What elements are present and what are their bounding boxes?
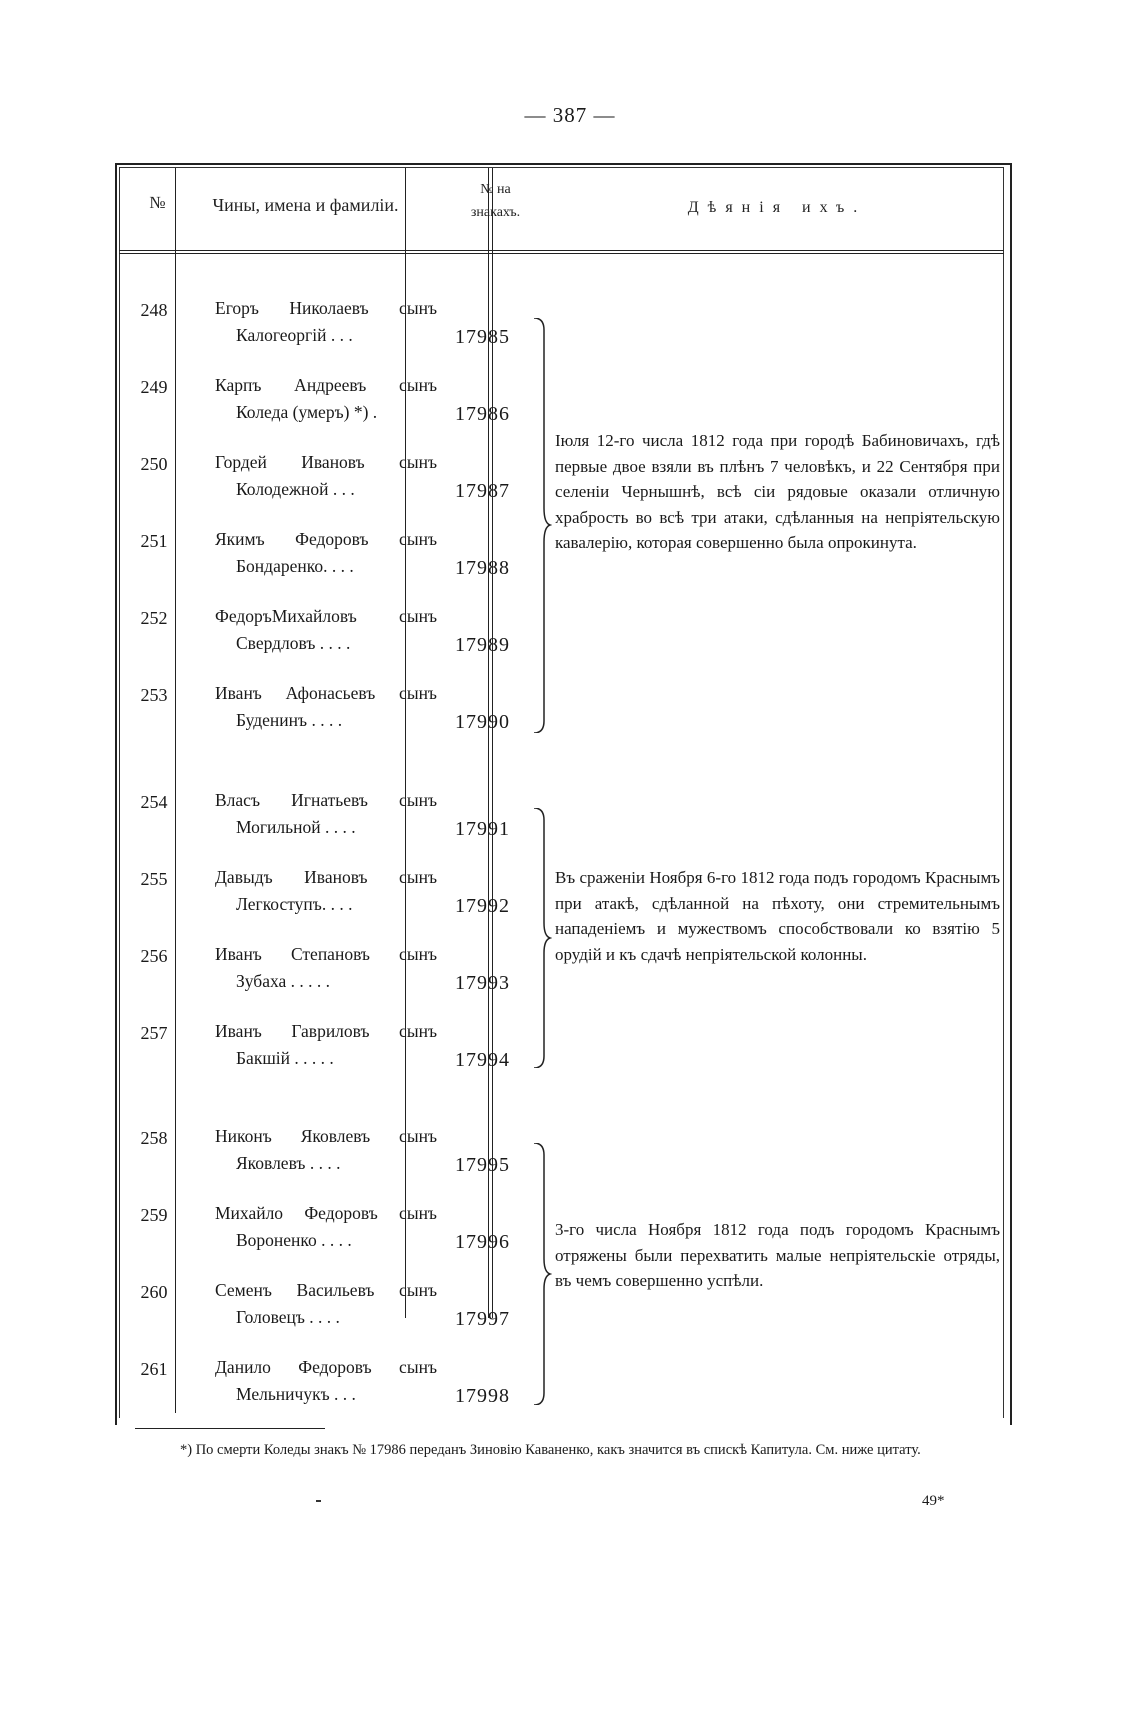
row-name-line2: Могильной . . . . — [236, 817, 356, 837]
deed-text-1: Іюля 12-го числа 1812 года при городѣ Бабиновичахъ, гдѣ первые двое взяли въ плѣнъ 7 человѣкъ, и 22 Сентября при селеніи Чернышнѣ, всѣ сіи рядовые оказали отличную храбрость во всѣ три атаки, сдѣланныя на непріятельскую кавалерію, которая совершенно была опрокинута. — [555, 431, 1000, 552]
deed-text-2: Въ сраженіи Ноября 6-го 1812 года подъ городомъ Краснымъ при атакѣ, сдѣланной на пѣхоту, они стремительнымъ нападеніемъ и мужествомъ способствовали ко взятію 5 орудій и къ сдачѣ непріятельской колонны. — [555, 868, 1000, 964]
row-name-line1: Карпъ Андреевъ сынъ — [215, 375, 437, 395]
brace-group-1 — [532, 318, 552, 733]
row-name-line1: Якимъ Федоровъ сынъ — [215, 529, 437, 549]
row-badge: 17989 — [455, 634, 510, 656]
row-badge: 17995 — [455, 1154, 510, 1176]
row-name-line2: Зубаха . . . . . — [236, 971, 330, 991]
row-name-line1: Михайло Федоровъ сынъ — [215, 1203, 437, 1223]
row-number: 253 — [140, 685, 168, 705]
row-number: 261 — [140, 1359, 168, 1379]
row-badge: 17993 — [455, 972, 510, 994]
row-name-line2: Вороненко . . . . — [236, 1230, 352, 1250]
row-number: 259 — [140, 1205, 168, 1225]
row-name-line2: Свердловъ . . . . — [236, 633, 351, 653]
row-badge: 17987 — [455, 480, 510, 502]
deed-text-3: 3-го числа Ноября 1812 года подъ городомъ Краснымъ отряжены были перехватить малые непріятельскіе отряды, въ чемъ совершенно успѣли. — [555, 1220, 1000, 1290]
row-number: 257 — [140, 1023, 168, 1043]
row-name-line1: Семенъ Васильевъ сынъ — [215, 1280, 437, 1300]
row-name-line2: Калогеоргій . . . — [236, 325, 353, 345]
row-number: 254 — [140, 792, 168, 812]
row-badge: 17996 — [455, 1231, 510, 1253]
row-badge: 17986 — [455, 403, 510, 425]
row-badge: 17990 — [455, 711, 510, 733]
header-badge-no — [443, 178, 548, 224]
row-name-line1: ФедоръМихайловъ сынъ — [215, 606, 437, 626]
row-name-line1: Егоръ Николаевъ сынъ — [215, 298, 437, 318]
row-number: 251 — [140, 531, 168, 551]
page-number: — 387 — — [524, 103, 616, 127]
row-name-line1: Гордей Ивановъ сынъ — [215, 452, 437, 472]
brace-group-2 — [532, 808, 552, 1068]
footnote-rule — [135, 1428, 325, 1429]
row-badge: 17988 — [455, 557, 510, 579]
header-badge-line2: знакахъ. — [470, 205, 521, 220]
row-badge: 17991 — [455, 818, 510, 840]
header-badge-line1: № на — [480, 182, 511, 197]
row-name-line1: Давыдъ Ивановъ сынъ — [215, 867, 437, 887]
row-name-line1: Данило Федоровъ сынъ — [215, 1357, 437, 1377]
row-name-line2: Мельничукъ . . . — [236, 1384, 356, 1404]
header-names: Чины, имена и фамиліи. — [212, 195, 399, 215]
row-number: 250 — [140, 454, 168, 474]
row-number: 260 — [140, 1282, 168, 1302]
row-number: 249 — [140, 377, 168, 397]
signature-mark: 49* — [922, 1493, 945, 1509]
header-number: № — [149, 193, 166, 212]
row-name-line1: Иванъ Степановъ сынъ — [215, 944, 437, 964]
row-name-line1: Никонъ Яковлевъ сынъ — [215, 1126, 437, 1146]
row-name-line1: Власъ Игнатьевъ сынъ — [215, 790, 437, 810]
row-name-line1: Иванъ Гавриловъ сынъ — [215, 1021, 437, 1041]
header-deeds: Дѣянія ихъ. — [687, 199, 867, 216]
row-badge: 17985 — [455, 326, 510, 348]
row-number: 252 — [140, 608, 168, 628]
row-name-line2: Колодежной . . . — [236, 479, 355, 499]
row-name-line2: Яковлевъ . . . . — [236, 1153, 341, 1173]
row-number: 255 — [140, 869, 168, 889]
row-name-line2: Коледа (умеръ) *) . — [236, 402, 378, 422]
row-badge: 17994 — [455, 1049, 510, 1071]
row-badge: 17998 — [455, 1385, 510, 1407]
footnote: *) По смерти Коледы знакъ № 17986 переданъ Зиновію Каваненко, какъ значится въ спискѣ Капитула. См. ниже цитату. — [180, 1442, 921, 1458]
row-name-line2: Легкоступъ. . . . — [236, 894, 353, 914]
row-badge: 17997 — [455, 1308, 510, 1330]
row-number: 248 — [140, 300, 168, 320]
brace-group-3 — [532, 1143, 552, 1405]
row-name-line2: Бакшій . . . . . — [236, 1048, 334, 1068]
row-badge: 17992 — [455, 895, 510, 917]
row-number: 258 — [140, 1128, 168, 1148]
row-number: 256 — [140, 946, 168, 966]
row-name-line2: Бондаренко. . . . — [236, 556, 354, 576]
row-name-line1: Иванъ Афонасьевъ сынъ — [215, 683, 437, 703]
row-name-line2: Головецъ . . . . — [236, 1307, 340, 1327]
row-name-line2: Буденинъ . . . . — [236, 710, 343, 730]
